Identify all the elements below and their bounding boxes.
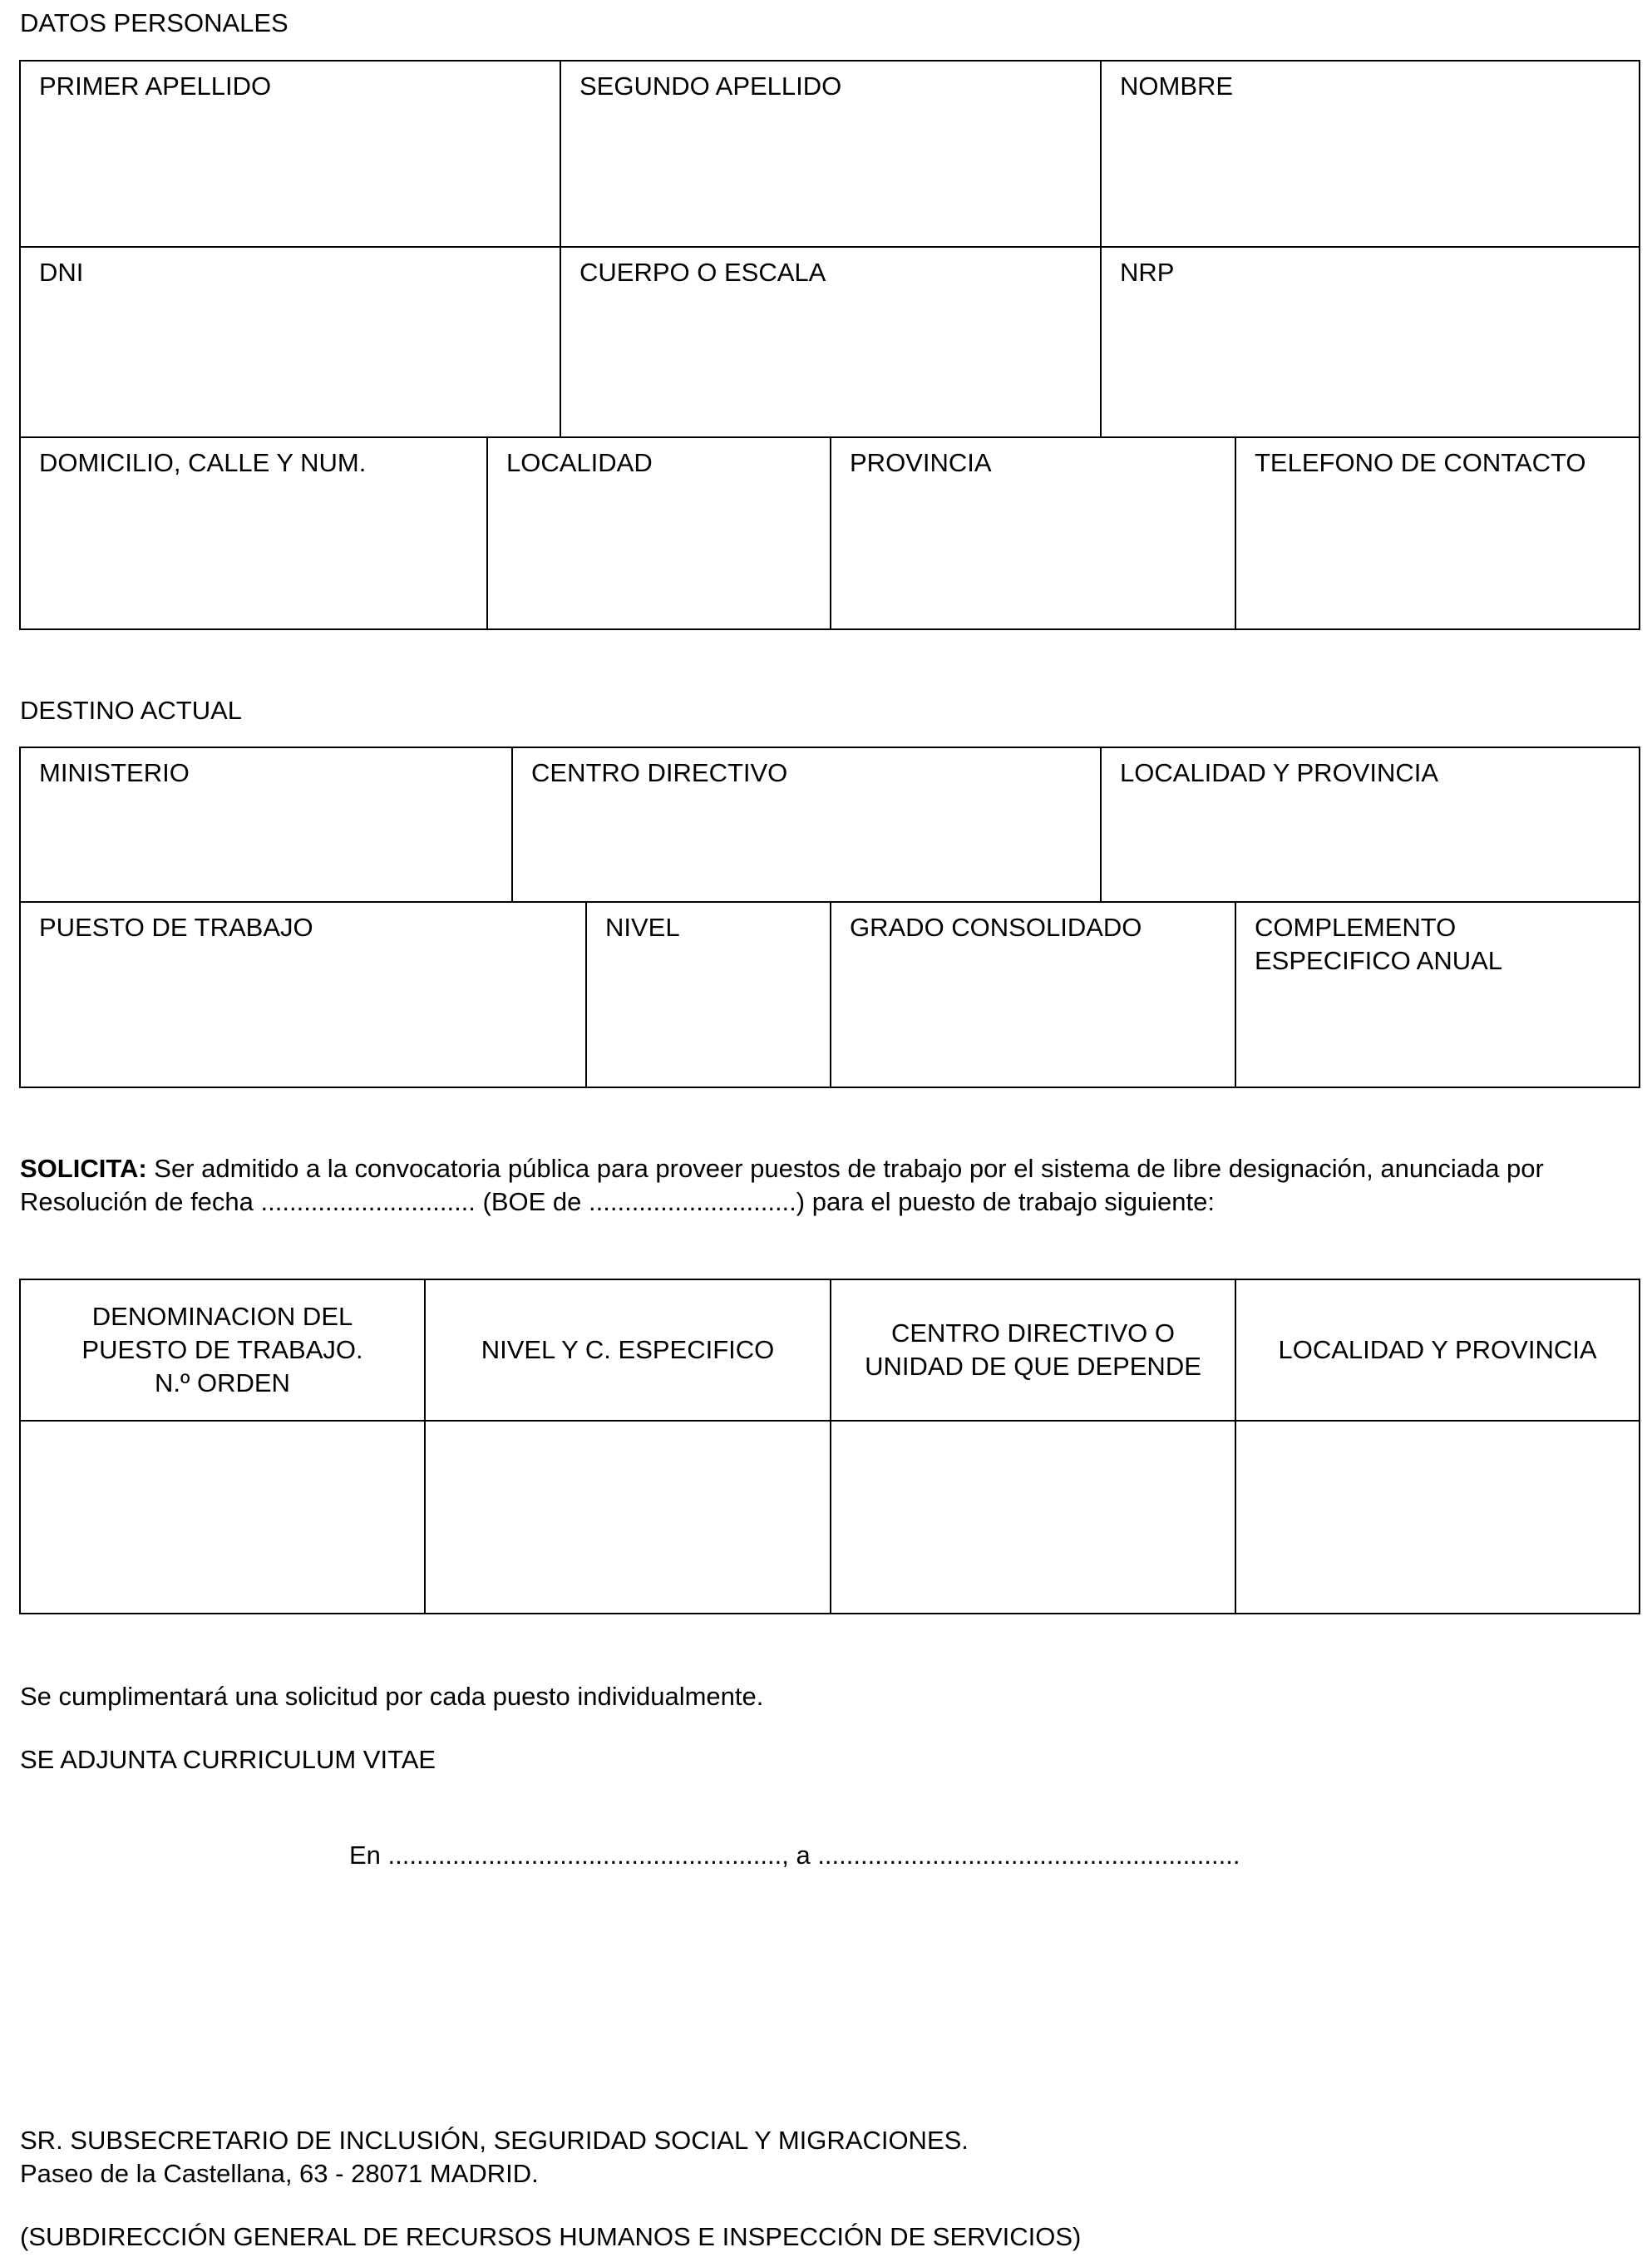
field-centro-directivo[interactable]: [511, 747, 1102, 903]
field-puesto-de-trabajo[interactable]: [19, 901, 587, 1088]
section-title-datos-personales: DATOS PERSONALES: [20, 8, 288, 37]
field-grado-consolidado[interactable]: [830, 901, 1236, 1088]
header-label: DENOMINACION DEL PUESTO DE TRABAJO. N.º ORDEN: [81, 1302, 363, 1397]
note-solicitud-individual: Se cumplimentará una solicitud por cada puesto individualmente.: [20, 1682, 764, 1711]
field-telefono-contacto[interactable]: [1235, 436, 1640, 630]
field-label: COMPLEMENTO ESPECIFICO ANUAL: [1255, 913, 1503, 975]
field-localidad-y-provincia[interactable]: [1100, 747, 1640, 903]
field-label: DOMICILIO, CALLE Y NUM.: [39, 448, 367, 477]
solicita-label: SOLICITA:: [20, 1154, 147, 1183]
solicita-text-line-1: Ser admitido a la convocatoria pública para proveer puestos de trabajo por el sistema de libre designación, anunciada por: [146, 1154, 1544, 1183]
field-label: SEGUNDO APELLIDO: [579, 71, 842, 101]
header-denominacion-puesto: [19, 1279, 426, 1422]
field-complemento-especifico[interactable]: [1235, 901, 1640, 1088]
field-label: CUERPO O ESCALA: [579, 258, 826, 287]
field-nrp[interactable]: [1100, 246, 1640, 438]
section-title-destino-actual: DESTINO ACTUAL: [20, 696, 242, 725]
input-denominacion-puesto[interactable]: [19, 1420, 426, 1614]
field-label: NOMBRE: [1120, 71, 1234, 101]
header-centro-directivo-unidad: [830, 1279, 1236, 1422]
header-label: LOCALIDAD Y PROVINCIA: [1278, 1335, 1597, 1364]
header-label: NIVEL Y C. ESPECIFICO: [481, 1335, 775, 1364]
field-label: PROVINCIA: [850, 448, 992, 477]
field-label: TELEFONO DE CONTACTO: [1255, 448, 1586, 477]
field-label: DNI: [39, 258, 84, 287]
addressee-subdireccion: (SUBDIRECCIÓN GENERAL DE RECURSOS HUMANOS E INSPECCIÓN DE SERVICIOS): [20, 2222, 1082, 2251]
field-provincia[interactable]: [830, 436, 1236, 630]
solicita-paragraph: [20, 1152, 1652, 1219]
field-primer-apellido[interactable]: [19, 60, 561, 248]
field-label: LOCALIDAD Y PROVINCIA: [1120, 758, 1439, 787]
place-date-line: En ......................................................., a ...........................................................: [349, 1841, 1240, 1870]
header-label: CENTRO DIRECTIVO O UNIDAD DE QUE DEPENDE: [865, 1318, 1201, 1381]
field-label: NRP: [1120, 258, 1175, 287]
input-centro-directivo-unidad[interactable]: [830, 1420, 1236, 1614]
input-nivel-c-especifico[interactable]: [424, 1420, 831, 1614]
field-domicilio[interactable]: [19, 436, 488, 630]
field-nivel[interactable]: [585, 901, 831, 1088]
input-localidad-y-provincia[interactable]: [1235, 1420, 1640, 1614]
field-label: CENTRO DIRECTIVO: [531, 758, 788, 787]
field-dni[interactable]: [19, 246, 561, 438]
field-segundo-apellido[interactable]: [560, 60, 1102, 248]
addressee-title: SR. SUBSECRETARIO DE INCLUSIÓN, SEGURIDAD SOCIAL Y MIGRACIONES.: [20, 2126, 969, 2155]
field-label: MINISTERIO: [39, 758, 190, 787]
field-label: PRIMER APELLIDO: [39, 71, 272, 101]
solicita-text-line-2: Resolución de fecha .............................. (BOE de .............................) para el puesto de trabajo siguiente:: [20, 1187, 1216, 1216]
field-label: NIVEL: [605, 913, 680, 942]
addressee-address: Paseo de la Castellana, 63 - 28071 MADRID.: [20, 2159, 539, 2188]
header-nivel-c-especifico: [424, 1279, 831, 1422]
field-ministerio[interactable]: [19, 747, 513, 903]
field-label: PUESTO DE TRABAJO: [39, 913, 313, 942]
field-label: GRADO CONSOLIDADO: [850, 913, 1142, 942]
field-nombre[interactable]: [1100, 60, 1640, 248]
field-label: LOCALIDAD: [506, 448, 653, 477]
solicita-line-1: [20, 1152, 1652, 1185]
header-localidad-y-provincia: [1235, 1279, 1640, 1422]
field-localidad[interactable]: [486, 436, 831, 630]
field-cuerpo-o-escala[interactable]: [560, 246, 1102, 438]
note-curriculum-vitae: SE ADJUNTA CURRICULUM VITAE: [20, 1745, 436, 1774]
